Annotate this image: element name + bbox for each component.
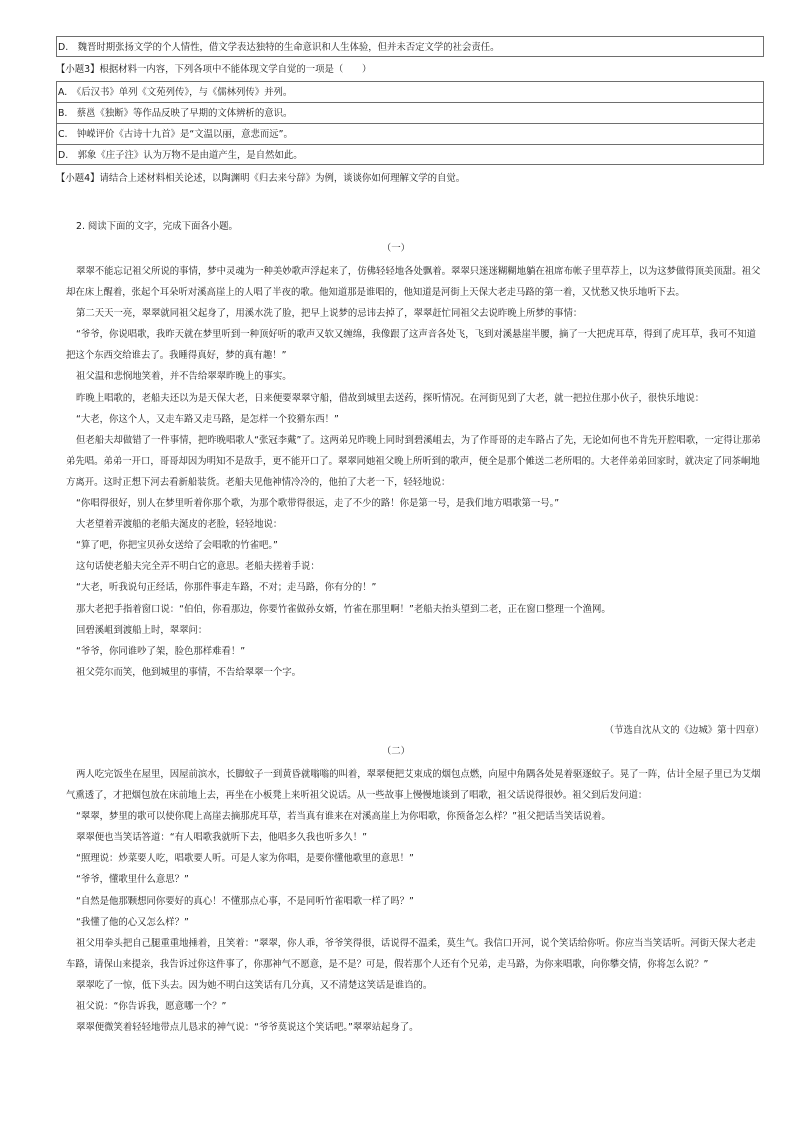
- paragraph: 昨晚上唱歌的，老船夫还以为是天保大老，日来便要翠翠守船，借故到城里去送药，探听情况。在河街见到了大老，就一把拉住那小伙子，很快乐地说：: [76, 392, 705, 404]
- paragraph: “自然是他那颗想同你要好的真心！不懂那点心事，不是同听竹雀唱歌一样了吗？”: [76, 895, 414, 907]
- paragraph: “爷爷，你说唱歌，我昨天就在梦里听到一种顶好听的歌声又软又缠绵，我像跟了这声音各处飞，飞到对溪悬崖半腰，摘了一大把虎耳草，得到了虎耳草，我可不知道把这个东西交给谁去了。我睡得真好，梦的真有趣！”: [66, 329, 756, 362]
- q2-option-table: [56, 36, 764, 57]
- paragraph: 祖父温和悲悯地笑着，并不告给翠翠昨晚上的事实。: [76, 371, 292, 383]
- part2-text: [66, 764, 764, 1038]
- paragraph: 回碧溪岨到渡船上时，翠翠问：: [76, 624, 208, 636]
- paragraph: 翠翠便也当笑话答道：“有人唱歌我就听下去，他唱多久我也听多久！”: [76, 832, 367, 844]
- paragraph: 第二天天一亮，翠翠就同祖父起身了，用溪水洗了脸，把早上说梦的忌讳去掉了，翠翠赶忙同祖父去说昨晚上所梦的事情：: [76, 308, 583, 320]
- part1-label: （一）: [381, 243, 411, 254]
- paragraph: 祖父莞尔而笑，他到城里的事情，不告给翠翠一个字。: [76, 666, 302, 678]
- paragraph: 这句话使老船夫完全弄不明白它的意思。老船夫搓着手说：: [76, 561, 320, 573]
- paragraph: “照理说：炒菜要人吃，唱歌要人听。可是人家为你唱，是要你懂他歌里的意思！”: [76, 853, 414, 865]
- q3-option-c[interactable]: C. 钟嵘评价《古诗十九首》是“文温以丽，意悲而远”。: [56, 123, 764, 144]
- paragraph: 祖父说：“你告诉我，愿意哪一个？”: [76, 1001, 227, 1013]
- q2-option-d[interactable]: D. 魏晋时期张扬文学的个人情性，借文学表达独特的生命意识和人生体验，但并未否定文学的社会责任。: [56, 36, 764, 57]
- paragraph: “大老，你这个人，又走车路又走马路，是怎样一个狡猾东西！”: [76, 413, 339, 425]
- paragraph: “爷爷，懂歌里什么意思？”: [76, 874, 189, 886]
- part2-label: （二）: [381, 746, 411, 757]
- q3-option-b[interactable]: B. 蔡邕《独断》等作品反映了早期的文体辨析的意识。: [56, 102, 764, 123]
- q4-stem: 【小题4】请结合上述材料相关论述，以陶渊明《归去来兮辞》为例，谈谈你如何理解文学的自觉。: [56, 173, 466, 184]
- paragraph: “我懂了他的心又怎么样？”: [76, 916, 189, 928]
- paragraph: “大老，听我说句正经话，你那件事走车路，不对；走马路，你有分的！”: [76, 582, 377, 594]
- q3-option-table: [56, 81, 764, 165]
- part1-source: （节选自沈从文的《边城》第十四章）: [604, 725, 764, 736]
- paragraph: 但老船夫却做错了一件事情，把昨晚唱歌人“张冠李戴”了。这两弟兄昨晚上同时到碧溪岨去，为了作哥哥的走车路占了先，无论如何也不肯先开腔唱歌，一定得让那弟弟先唱。弟弟一开口，哥哥却因为明知不是敌手，更不能开口了。翠翠同她祖父晚上所听到的歌声，便全是那个傩送二老所唱的。大老伴弟弟回家时，就决定了同茶峒地方离开。这时正想下河去看新船装货。老船夫见他神情冷冷的，他拍了大老一下，轻轻地说：: [66, 434, 761, 488]
- paragraph: 那大老把手指着窗口说：“伯伯，你看那边，你要竹雀做孙女婿，竹雀在那里啊！”老船夫抬头望到二老，正在窗口整理一个渔网。: [76, 603, 611, 615]
- paragraph: 翠翠不能忘记祖父所说的事情，梦中灵魂为一种美妙歌声浮起来了，仿佛轻轻地各处飘着。翠翠只迷迷糊糊地躺在祖席布帐子里草荐上，以为这梦做得顶美顶甜。祖父却在床上醒着，张起个耳朵听对溪高崖上的人唱了半夜的歌。他知道那是谁唱的，他知道是河街上天保大老走马路的第一着，又忧愁又快乐地听下去。: [66, 266, 761, 299]
- paragraph: “算了吧，你把宝贝孙女送给了会唱歌的竹雀吧。”: [76, 540, 278, 552]
- part1-text: [66, 261, 764, 683]
- q3-option-d[interactable]: D. 郭象《庄子注》认为万物不是由道产生，是自然如此。: [56, 144, 764, 165]
- paragraph: 两人吃完饭坐在屋里，因屋前滨水，长脚蚊子一到黄昏就嗡嗡的叫着，翠翠便把艾束成的烟包点燃，向屋中角隅各处晃着驱逐蚊子。晃了一阵，估计全屋子里已为艾烟气熏透了，才把烟包放在床前地上去，再坐在小板凳上来听祖父说话。从一些故事上慢慢地谈到了唱歌，祖父话说得很妙。祖父到后发问道：: [66, 769, 761, 802]
- q3-option-a[interactable]: A. 《后汉书》单列《文苑列传》，与《儒林列传》并列。: [56, 81, 764, 102]
- paragraph: 大老望着弄渡船的老船夫涎皮的老脸，轻轻地说：: [76, 519, 283, 531]
- paragraph: 翠翠便微笑着轻轻地带点儿恳求的神气说：“爷爷莫说这个笑话吧。”翠翠站起身了。: [76, 1022, 419, 1034]
- q3-stem: 【小题3】根据材料一内容，下列各项中不能体现文学自觉的一项是（ ）: [56, 64, 372, 75]
- paragraph: “你唱得很好，别人在梦里听着你那个歌，为那个歌带得很远，走了不少的路！你是第一号，是我们地方唱歌第一号。”: [76, 498, 560, 510]
- paragraph: “翠翠，梦里的歌可以使你爬上高崖去摘那虎耳草，若当真有谁来在对溪高崖上为你唱歌，你预备怎么样？”祖父把话当笑话说着。: [76, 811, 611, 823]
- section2-heading: 2. 阅读下面的文字，完成下面各小题。: [76, 221, 238, 232]
- paragraph: 翠翠吃了一惊，低下头去。因为她不明白这笑话有几分真，又不清楚这笑话是谁诌的。: [76, 979, 433, 991]
- paragraph: “爷爷，你同谁吵了架，脸色那样难看！”: [76, 645, 246, 657]
- paragraph: 祖父用拳头把自己腿重重地捶着，且笑着：“翠翠，你人乖，爷爷笑得很，话说得不温柔，莫生气。我信口开河，说个笑话给你听。你应当当笑话听。河街天保大老走车路，请保山来提亲，我告诉过你这件事了，你那神气不愿意，是不是？可是，假若那个人还有个兄弟，走马路，为你来唱歌，向你攀交情，你将怎么说？”: [66, 937, 756, 970]
